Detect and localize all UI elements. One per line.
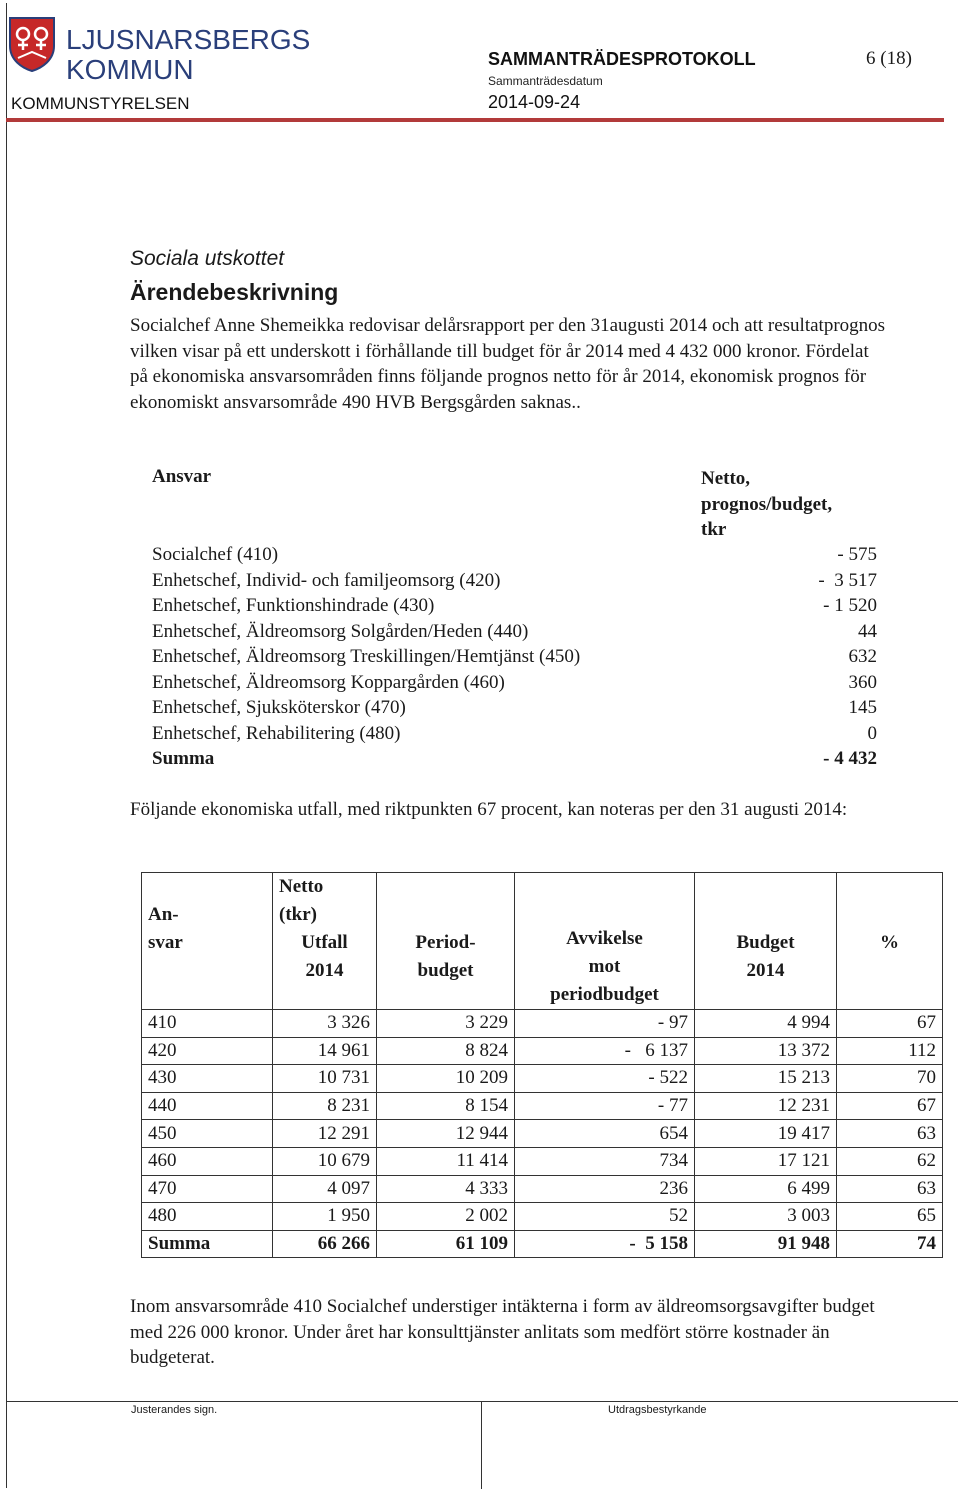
cell-budget: 15 213: [695, 1065, 837, 1093]
row-value: 145: [848, 697, 877, 718]
cell-utfall: 3 326: [273, 1010, 377, 1038]
row-value: 360: [848, 671, 877, 693]
cell-utfall: 4 097: [273, 1175, 377, 1203]
cell-avvikelse: - 77: [515, 1092, 695, 1120]
cell-period: 2 002: [377, 1203, 515, 1231]
header-line: (tkr): [279, 904, 317, 925]
header-avvikelse: [515, 873, 695, 1010]
header-rule: [6, 118, 944, 122]
coat-of-arms-icon: [8, 16, 56, 72]
cell-ansvar: 460: [142, 1147, 273, 1175]
prognosis-header-netto: [701, 466, 832, 543]
header-ansvar: [142, 873, 273, 1010]
sum-row: [142, 1230, 943, 1258]
cell-avvikelse: - 5 158: [515, 1230, 695, 1258]
cell-ansvar: 470: [142, 1175, 273, 1203]
table-row: [152, 568, 877, 594]
footer-rule: [6, 1401, 958, 1402]
cell-percent: 74: [837, 1230, 943, 1258]
cell-avvikelse: 654: [515, 1120, 695, 1148]
cell-avvikelse: 236: [515, 1175, 695, 1203]
table-row: [152, 644, 877, 670]
cell-budget: 91 948: [695, 1230, 837, 1258]
meeting-date-label: Sammanträdesdatum: [488, 74, 603, 88]
cell-utfall: 10 679: [273, 1147, 377, 1175]
table-row: [142, 1120, 943, 1148]
header-line: Avvikelse: [566, 928, 643, 949]
row-value: - 1 520: [823, 595, 877, 616]
table-row: [142, 1147, 943, 1175]
cell-period: 4 333: [377, 1175, 515, 1203]
cell-avvikelse: 734: [515, 1147, 695, 1175]
committee-name: KOMMUNSTYRELSEN: [11, 94, 190, 113]
header-periodbudget: [377, 873, 515, 1010]
cell-period: 12 944: [377, 1120, 515, 1148]
cell-ansvar: 410: [142, 1010, 273, 1038]
cell-budget: 4 994: [695, 1010, 837, 1038]
cell-ansvar: Summa: [142, 1230, 273, 1258]
cell-avvikelse: - 522: [515, 1065, 695, 1093]
row-value: 0: [867, 722, 877, 744]
table-row: [142, 1065, 943, 1093]
intro-paragraph: Socialchef Anne Shemeikka redovisar delårsrapport per den 31augusti 2014 och att resultatprognos vilken visar på ett underskott i förhållande till budget för år 2014 med 4 432 000 kronor. Fördelat på ekonomiska ansvarsområden finns följande prognos netto för år 2014, ekonomisk prognos för ekonomiskt ansvarsområde 490 HVB Bergsgården saknas..: [130, 315, 886, 413]
row-label: Enhetschef, Äldreomsorg Solgården/Heden (440): [152, 620, 529, 642]
prognosis-table: [152, 542, 877, 772]
cell-period: 10 209: [377, 1065, 515, 1093]
footer-justerandes-sign: Justerandes sign.: [131, 1404, 218, 1416]
table-row: [142, 1010, 943, 1038]
logo-line1: LJUSNARSBERGS: [66, 24, 311, 55]
cell-utfall: 1 950: [273, 1203, 377, 1231]
cell-period: 11 414: [377, 1147, 515, 1175]
outcome-intro: Följande ekonomiska utfall, med riktpunkten 67 procent, kan noteras per den 31 augusti 2014:: [130, 799, 848, 820]
protocol-title: SAMMANTRÄDESPROTOKOLL: [488, 49, 756, 69]
cell-ansvar: 480: [142, 1203, 273, 1231]
cell-budget: 3 003: [695, 1203, 837, 1231]
table-row: [152, 542, 877, 568]
cell-budget: 19 417: [695, 1120, 837, 1148]
prognosis-header-ansvar: Ansvar: [152, 466, 212, 487]
row-label: Enhetschef, Individ- och familjeomsorg (420): [152, 569, 501, 591]
prognosis-header-line: prognos/budget,: [701, 493, 833, 515]
section-subtitle: Sociala utskottet: [130, 247, 285, 270]
header-line: svar: [148, 932, 183, 953]
header-line: Period-: [415, 932, 476, 953]
cell-percent: 70: [837, 1065, 943, 1093]
header-line: periodbudget: [550, 984, 659, 1005]
cell-ansvar: 430: [142, 1065, 273, 1093]
header-utfall: [273, 873, 377, 1010]
cell-ansvar: 450: [142, 1120, 273, 1148]
cell-budget: 17 121: [695, 1147, 837, 1175]
header-line: 2014: [305, 960, 344, 981]
cell-percent: 62: [837, 1147, 943, 1175]
outcome-header-row: [142, 873, 943, 1010]
cell-percent: 112: [837, 1037, 943, 1065]
table-row: [152, 619, 877, 645]
row-value: 632: [848, 646, 877, 667]
cell-period: 8 154: [377, 1092, 515, 1120]
table-row: [152, 593, 877, 619]
cell-percent: 63: [837, 1120, 943, 1148]
cell-utfall: 12 291: [273, 1120, 377, 1148]
meeting-date: 2014-09-24: [488, 92, 581, 112]
row-value: 44: [858, 620, 877, 642]
row-label: Enhetschef, Funktionshindrade (430): [152, 595, 435, 616]
table-row: [142, 1203, 943, 1231]
row-label: Enhetschef, Sjuksköterskor (470): [152, 697, 406, 718]
logo-line2: KOMMUN: [66, 54, 194, 85]
sum-value: - 4 432: [823, 748, 877, 769]
table-row: [142, 1037, 943, 1065]
table-row: [152, 670, 877, 696]
header-line: An-: [148, 904, 179, 925]
cell-percent: 67: [837, 1010, 943, 1038]
cell-percent: 65: [837, 1203, 943, 1231]
cell-budget: 13 372: [695, 1037, 837, 1065]
row-label: Enhetschef, Rehabilitering (480): [152, 722, 401, 744]
cell-utfall: 66 266: [273, 1230, 377, 1258]
cell-period: 3 229: [377, 1010, 515, 1038]
cell-avvikelse: 52: [515, 1203, 695, 1231]
page-number: 6 (18): [866, 48, 912, 69]
prognosis-header-line: tkr: [701, 519, 727, 540]
cell-ansvar: 440: [142, 1092, 273, 1120]
row-label: Enhetschef, Äldreomsorg Treskillingen/Hemtjänst (450): [152, 646, 581, 667]
prognosis-header-line: Netto,: [701, 468, 751, 489]
header-percent: [837, 873, 943, 1010]
cell-ansvar: 420: [142, 1037, 273, 1065]
closing-paragraph: Inom ansvarsområde 410 Socialchef understiger intäkterna i form av äldreomsorgsavgifter budget med 226 000 kronor. Under året har konsulttjänster anlitats som medfört större kostnader än budgeterat.: [130, 1296, 875, 1368]
cell-avvikelse: - 6 137: [515, 1037, 695, 1065]
cell-utfall: 14 961: [273, 1037, 377, 1065]
sum-row: [152, 746, 877, 772]
table-row: [142, 1092, 943, 1120]
cell-period: 61 109: [377, 1230, 515, 1258]
cell-avvikelse: - 97: [515, 1010, 695, 1038]
footer-utdragsbestyrkande: Utdragsbestyrkande: [608, 1404, 707, 1416]
row-value: - 3 517: [818, 569, 877, 591]
section-heading: Ärendebeskrivning: [130, 279, 339, 305]
row-label: Socialchef (410): [152, 544, 279, 565]
header-line: mot: [588, 956, 621, 977]
cell-percent: 67: [837, 1092, 943, 1120]
row-value: - 575: [837, 544, 877, 565]
header-line: Utfall: [301, 932, 348, 953]
sum-label: Summa: [152, 748, 215, 769]
table-row: [152, 695, 877, 721]
header-line: Budget: [736, 932, 795, 953]
footer-divider: [481, 1401, 482, 1489]
header-line: %: [880, 932, 899, 953]
outcome-table: [141, 872, 943, 1258]
municipality-logo: [8, 12, 311, 85]
table-row: [152, 721, 877, 747]
header-line: Netto: [279, 876, 324, 897]
row-label: Enhetschef, Äldreomsorg Koppargården (460): [152, 671, 505, 693]
header-line: budget: [417, 960, 474, 981]
cell-budget: 6 499: [695, 1175, 837, 1203]
table-row: [142, 1175, 943, 1203]
cell-budget: 12 231: [695, 1092, 837, 1120]
cell-utfall: 8 231: [273, 1092, 377, 1120]
cell-percent: 63: [837, 1175, 943, 1203]
header-budget: [695, 873, 837, 1010]
cell-period: 8 824: [377, 1037, 515, 1065]
header-line: 2014: [746, 960, 785, 981]
cell-utfall: 10 731: [273, 1065, 377, 1093]
